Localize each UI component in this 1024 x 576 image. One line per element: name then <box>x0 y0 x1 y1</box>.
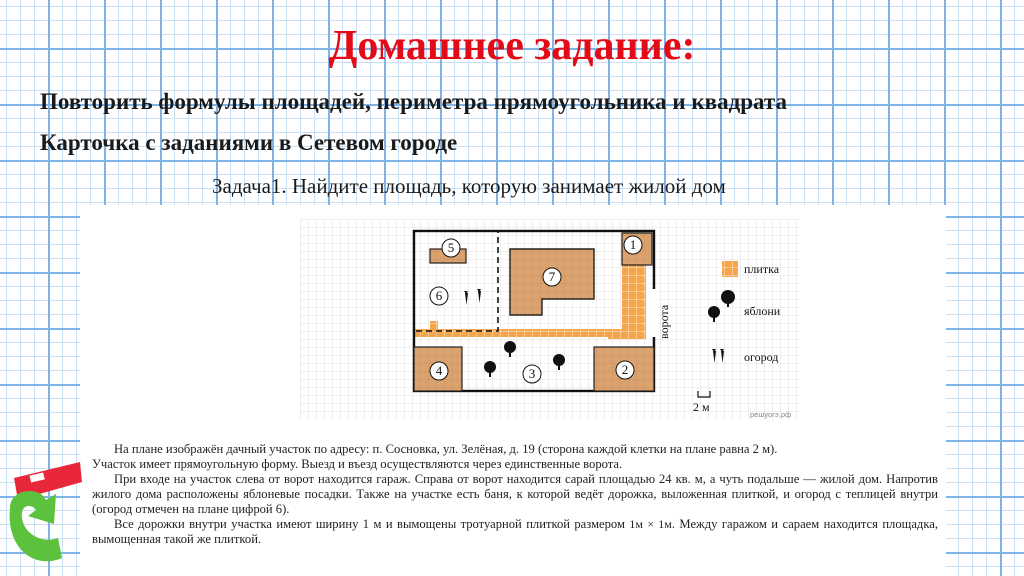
task-heading: Задача1. Найдите площадь, которую занимает жилой дом <box>212 174 726 198</box>
description-p3a: Все дорожки внутри участка имеют ширину 1 м и вымощены тротуарной плиткой размером <box>114 517 625 531</box>
green-arrow-shape <box>10 491 62 561</box>
task-description <box>92 442 938 547</box>
slide-title: Домашнее задание: <box>328 23 696 69</box>
watermark: решуогэ.рф <box>750 410 792 419</box>
plan-number-7: 7 <box>548 269 556 284</box>
homework-line-formulas: Повторить формулы площадей, периметра прямоугольника и квадрата <box>40 89 787 114</box>
legend-apple-label: яблони <box>744 304 781 318</box>
task-figure <box>80 205 946 576</box>
description-paragraph-1 <box>92 442 938 472</box>
legend-tile-swatch <box>722 261 738 277</box>
description-p1b: Участок имеет прямоугольную форму. Выезд и въезд осуществляются через единственные ворота. <box>92 457 623 471</box>
plan-number-3: 3 <box>528 366 536 381</box>
description-p1a: На плане изображён дачный участок по адресу: п. Сосновка, ул. Зелёная, д. 19 (сторона каждой клетки на плане равна 2 м). <box>114 442 778 456</box>
homework-line-card: Карточка с заданиями в Сетевом городе <box>40 130 458 155</box>
description-paragraph-2: При входе на участок слева от ворот находится гараж. Справа от ворот находится сарай площадью 24 кв. м, а чуть подальше — жилой дом. Напротив жилого дома расположены яблоневые посадки. Также на участке есть баня, к которой ведёт дорожка, выложенная плиткой, и огород с теплицей внутри (огород отмечен на плане цифрой 6). <box>92 472 938 516</box>
decorative-shapes <box>0 448 90 576</box>
plan-number-5: 5 <box>447 240 455 255</box>
plan-number-2: 2 <box>621 362 629 377</box>
legend-tile-label: плитка <box>744 262 780 276</box>
plan-number-6: 6 <box>435 288 443 303</box>
gate-label: ворота <box>657 304 671 339</box>
site-plan <box>300 219 820 419</box>
plan-number-1: 1 <box>629 237 637 252</box>
plan-number-4: 4 <box>435 363 443 378</box>
description-p3b: . Между гаражом и сараем находится площадка, вымощенная такой же плиткой. <box>92 517 938 546</box>
tile-size-formula: 1м × 1м <box>629 517 672 531</box>
legend-garden-label: огород <box>744 350 779 364</box>
scale-label: 2 м <box>693 400 710 414</box>
description-paragraph-3 <box>92 517 938 547</box>
